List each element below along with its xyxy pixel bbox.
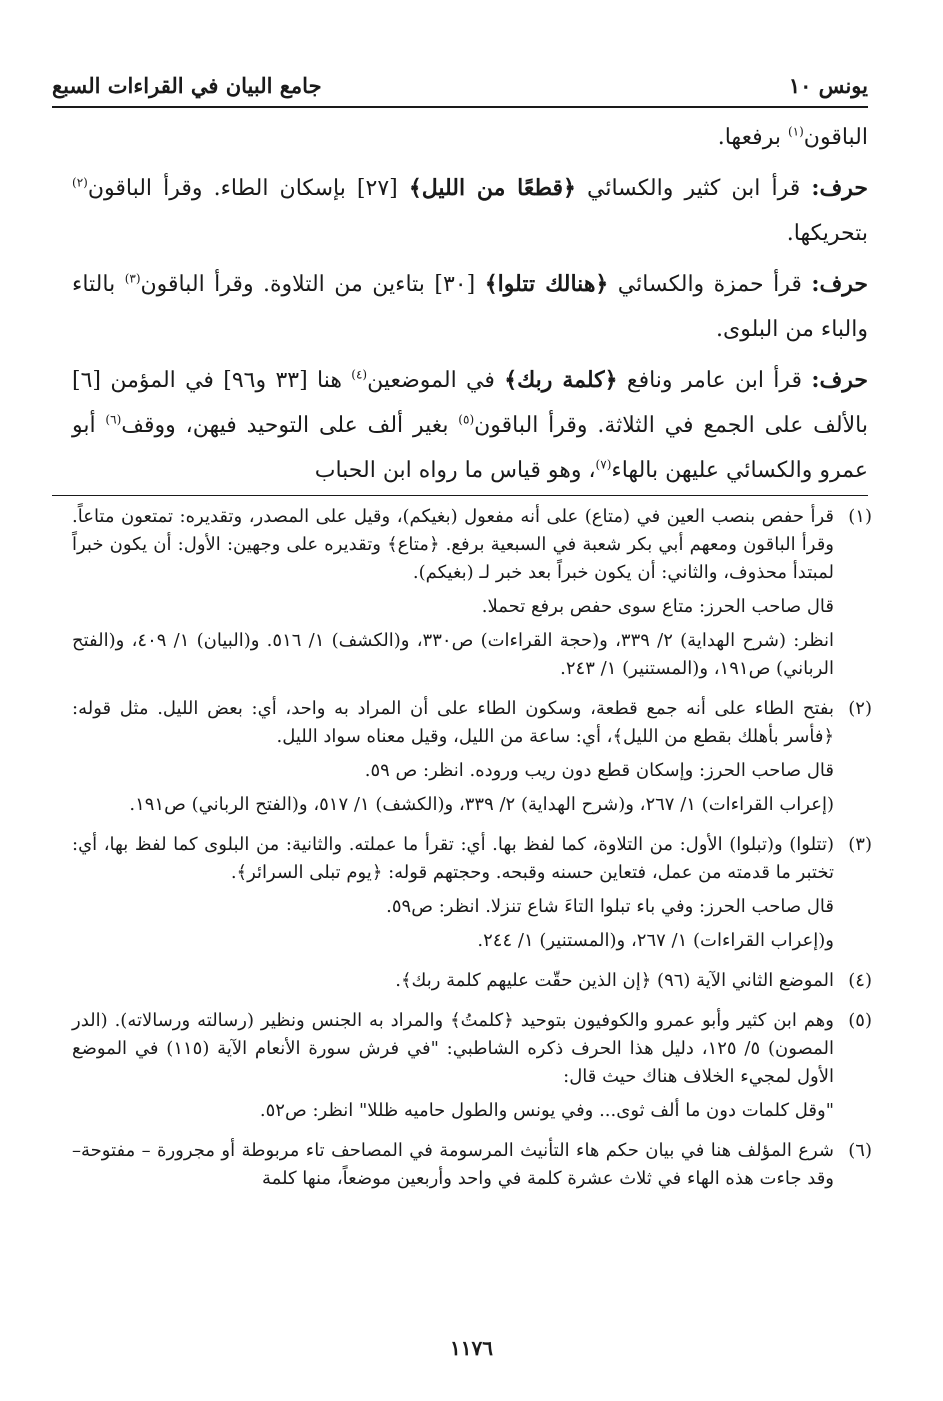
paragraph-1: الباقون$^{(١)}$ برفعها. bbox=[717, 124, 868, 150]
footnote-4: (٤) الموضع الثاني الآية (٩٦) ﴿إن الذين حقّت عليهم كلمة ربك﴾. bbox=[72, 967, 872, 1001]
footnote-5: (٥) وهم ابن كثير وأبو عمرو والكوفيون بتوحيد ﴿كلمتُ﴾ والمراد به الجنس ونظير (رسالته ورسالاته). (الدر المصون) ٥/ ١٢٥، دليل هذا الحرف ذكره الشاطبي: "في فرش سورة الأنعام الآية (١١٥) في الموضع الأول لمجيء الخلاف هناك حيث قال: "وقل كلمات دون ما ألف ثوى... وفي يونس والطول حاميه ظللا" انظر: ص٥٢. bbox=[72, 1007, 872, 1131]
page-number: ١١٧٦ bbox=[450, 1336, 493, 1360]
footnote-ref: (٢) bbox=[72, 175, 88, 190]
harf-label: حرف: bbox=[811, 271, 869, 297]
main-text bbox=[72, 115, 868, 499]
footnote-number: (٥) bbox=[848, 1010, 872, 1031]
footnotes bbox=[72, 503, 872, 1205]
footnote-number: (٤) bbox=[848, 970, 872, 991]
quran-quote: ﴿كلمة ربك﴾ bbox=[504, 367, 618, 393]
footnote-ref: (٦) bbox=[105, 412, 122, 427]
footnote-ref: (٣) bbox=[124, 271, 141, 286]
footnote-1: (١) قرأ حفص بنصب العين في (متاع) على أنه مفعول (بغيكم)، وقيل على المصدر، وتقديره: تمتعون متاعاً. وقرأ الباقون ومعهم أبي بكر شعبة في السبعية برفع. ﴿متاع﴾ وتقديره على وجهين: الأول: أن يكون خبراً لمبتدأ محذوف، والثاني: أن يكون خبراً بعد خبر لـ (بغيكم). قال صاحب الحرز: متاع سوى حفص برفع تحملا. انظر: (شرح الهداية) ٢/ ٣٣٩، و(حجة القراءات) ص٣٣٠، و(الكشف) ١/ ٥١٦. و(البيان) ١/ ٤٠٩، و(الفتح الرباني) ص١٩١، و(المستنير) ١/ ٢٤٣. bbox=[72, 503, 872, 689]
footnote-ref: (٧) bbox=[595, 457, 612, 472]
paragraph-3: حرف: قرأ حمزة والكسائي ﴿هنالك تتلوا﴾ [٣٠] بتاءين من التلاوة. وقرأ الباقون$^{(٣)}$ بالتاء والباء من البلوى. bbox=[72, 271, 869, 342]
footnote-ref: (٥) bbox=[458, 412, 475, 427]
header-rule bbox=[52, 106, 868, 108]
header-surah: يونس ١٠ bbox=[788, 72, 868, 98]
footnote-rule bbox=[52, 495, 868, 496]
paragraph-2: حرف: قرأ ابن كثير والكسائي ﴿قطعًا من الليل﴾ [٢٧] بإسكان الطاء. وقرأ الباقون$^{(٢)}$ بتحريكها. bbox=[72, 175, 868, 246]
quran-quote: ﴿قطعًا من الليل﴾ bbox=[408, 175, 576, 201]
header-book-title: جامع البيان في القراءات السبع bbox=[52, 72, 322, 98]
footnote-6: (٦) شرع المؤلف هنا في بيان حكم هاء التأنيث المرسومة في المصاحف تاء مربوطة أو مجرورة – مفتوحة– وقد جاءت هذه الهاء في ثلاث عشرة كلمة في واحد وأربعين موضعاً، منها كلمة bbox=[72, 1137, 872, 1199]
footnote-ref: (١) bbox=[787, 124, 804, 139]
footnote-ref: (٤) bbox=[351, 367, 368, 382]
harf-label: حرف: bbox=[811, 175, 868, 201]
running-header bbox=[52, 70, 868, 100]
footnote-number: (٢) bbox=[848, 698, 872, 719]
footnote-2: (٢) بفتح الطاء على أنه جمع قطعة، وسكون الطاء على أن المراد به واحد، أي: بعض الليل. مثل قوله: ﴿فأسر بأهلك بقطع من الليل﴾، أي: ساعة من الليل، وقيل معناه سواد الليل. قال صاحب الحرز: وإسكان قطع دون ريب وروده. انظر: ص ٥٩. (إعراب القراءات) ١/ ٢٦٧، و(شرح الهداية) ٢/ ٣٣٩، و(الكشف) ١/ ٥١٧، و(الفتح الرباني) ص١٩١. bbox=[72, 695, 872, 825]
footnote-3: (٣) (تتلوا) و(تبلوا) الأول: من التلاوة، كما لفظ بها. أي: تقرأ ما عملته. والثانية: من البلوى كما لفظ بها، أي: تختبر ما قدمته من عمل، فتعاين حسنه وقبحه. وحجتهم قوله: ﴿يوم تبلى السرائر﴾. قال صاحب الحرز: وفي باء تبلوا التاءَ شاع تنزلا. انظر: ص٥٩. و(إعراب القراءات) ١/ ٢٦٧، و(المستنير) ١/ ٢٤٤. bbox=[72, 831, 872, 961]
footnote-number: (١) bbox=[848, 506, 872, 527]
quran-quote: ﴿هنالك تتلوا﴾ bbox=[484, 271, 609, 297]
footnote-number: (٣) bbox=[848, 834, 872, 855]
footnote-number: (٦) bbox=[848, 1140, 872, 1161]
harf-label: حرف: bbox=[811, 367, 869, 393]
paragraph-4: حرف: قرأ ابن عامر ونافع ﴿كلمة ربك﴾ في الموضعين$^{(٤)}$ هنا [٣٣ و٩٦] في المؤمن [٦] بالألف على الجمع في الثلاثة. وقرأ الباقون$^{(٥)}$ بغير ألف على التوحيد فيهن، ووقف$^{(٦)}$ أبو عمرو والكسائي عليهن بالهاء$^{(٧)}$، وهو قياس ما رواه ابن الحباب bbox=[72, 367, 869, 483]
